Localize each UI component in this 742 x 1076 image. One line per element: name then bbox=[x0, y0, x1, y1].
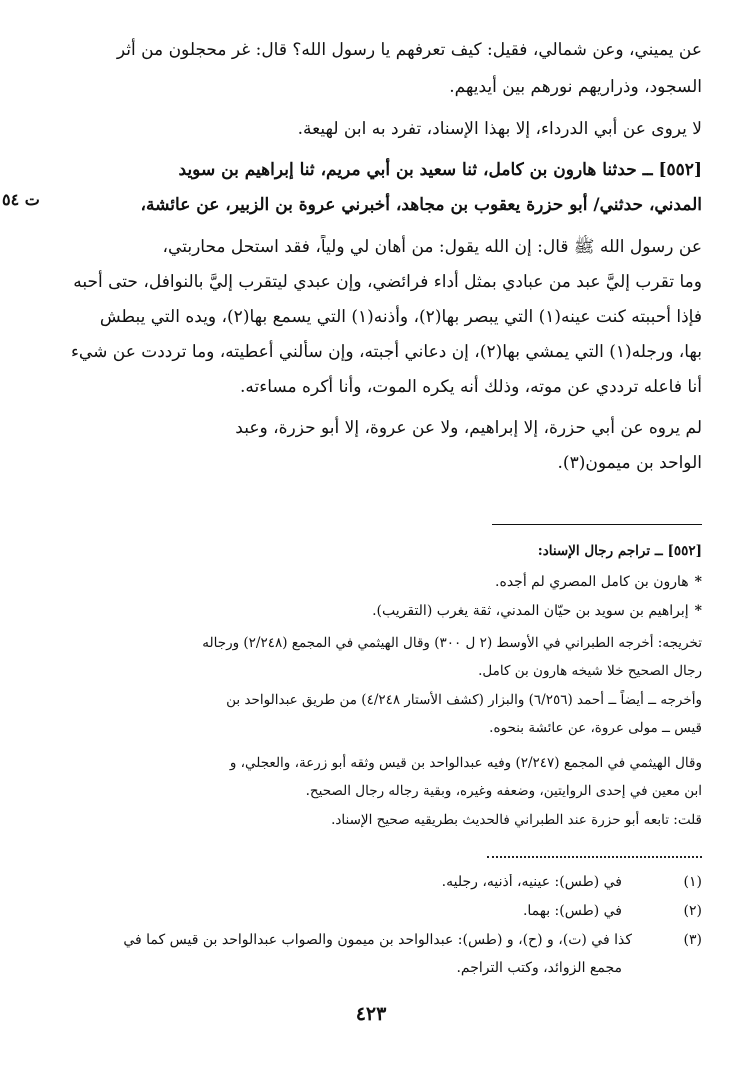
footnote-divider bbox=[492, 524, 702, 525]
bullet-text: هارون بن كامل المصري لم أجده. bbox=[495, 574, 689, 590]
bullet-icon: * bbox=[694, 574, 702, 590]
main-text-line: لا يروى عن أبي الدرداء، إلا بهذا الإسناد، تفرد به ابن لهيعة. bbox=[297, 119, 702, 139]
narrator-bullet bbox=[37, 601, 702, 621]
variants-divider bbox=[487, 856, 702, 858]
bullet-text: إبراهيم بن سويد بن حيّان المدني، ثقة يغرب (التقريب). bbox=[372, 603, 689, 619]
main-text-line: السجود، وذراريهم نورهم بين أيديهم. bbox=[449, 77, 702, 97]
bullet-icon: * bbox=[694, 603, 702, 619]
variant-number: (٢) bbox=[683, 903, 702, 919]
hadith-text-line: بها، ورجله(١) التي يمشي بها(٢)، إن دعاني أجبته، وإن سألني أعطيته، وما ترددت عن شيء bbox=[70, 342, 702, 362]
takhrij-line: وقال الهيثمي في المجمع (٢/٢٤٧) وفيه عبدالواحد بن قيس وثقه أبو زرعة، والعجلي، و bbox=[229, 755, 702, 771]
main-text-line: لم يروه عن أبي حزرة، إلا إبراهيم، ولا عن عروة، إلا أبو حزرة، وعبد bbox=[235, 418, 702, 438]
takhrij-line: تخريجه: أخرجه الطبراني في الأوسط (٢ ل ٣٠٠) وقال الهيثمي في المجمع (٢/٢٤٨) ورجاله bbox=[202, 635, 702, 651]
hadith-isnad-line: [٥٥٢] ــ حدثنا هارون بن كامل، ثنا سعيد بن أبي مريم، ثنا إبراهيم بن سويد bbox=[178, 160, 702, 180]
takhrij-line: رجال الصحيح خلا شيخه هارون بن كامل. bbox=[478, 663, 702, 679]
hadith-text-line: فإذا أحببته كنت عينه(١) التي يبصر بها(٢)، وأذنه(١) التي يسمع بها(٢)، ويده التي يبطش bbox=[99, 307, 702, 327]
main-text-line: عن يميني، وعن شمالي، فقيل: كيف تعرفهم يا رسول الله؟ قال: غر محجلون من أثر bbox=[116, 40, 702, 60]
variant-text-continued: مجمع الزوائد، وكتب التراجم. bbox=[456, 960, 622, 976]
variant-text: في (طس): بهما. bbox=[522, 903, 622, 919]
main-text-line: الواحد بن ميمون(٣). bbox=[557, 453, 702, 473]
hadith-text-line: عن رسول الله ﷺ قال: إن الله يقول: من أهان لي ولياً، فقد استحل محاربتي، bbox=[162, 237, 702, 257]
hadith-text-line: وما تقرب إليَّ عبد من عبادي بمثل أداء فرائضي، وإن عبدي ليتقرب إليَّ بالنوافل، حتى أحبه bbox=[73, 272, 702, 292]
narrator-bullet bbox=[37, 572, 702, 592]
takhrij-line: وأخرجه ــ أيضاً ــ أحمد (٦/٢٥٦) والبزار (كشف الأستار ٤/٢٤٨) من طريق عبدالواحد بن bbox=[226, 692, 702, 708]
hadith-text-line: أنا فاعله ترددي عن موته، وذلك أنه يكره الموت، وأنا أكره مساءته. bbox=[239, 377, 702, 397]
page-number: ٤٢٣ bbox=[355, 1003, 387, 1025]
variant-number: (١) bbox=[683, 874, 702, 890]
hadith-isnad-line: المدني، حدثني/ أبو حزرة يعقوب بن مجاهد، أخبرني عروة بن الزبير، عن عائشة، bbox=[140, 195, 702, 215]
takhrij-line: ابن معين في إحدى الروايتين، وضعفه وغيره، وبقية رجاله رجال الصحيح. bbox=[305, 783, 702, 799]
variant-number: (٣) bbox=[683, 932, 702, 948]
variant-text: في (طس): عينيه، أذنيه، رجليه. bbox=[441, 874, 622, 890]
takhrij-line: قيس ــ مولى عروة، عن عائشة بنحوه. bbox=[489, 720, 702, 736]
footnote-heading: [٥٥٢] ــ تراجم رجال الإسناد: bbox=[537, 543, 702, 559]
takhrij-line: قلت: تابعه أبو حزرة عند الطبراني فالحديث بطريقيه صحيح الإسناد. bbox=[331, 812, 702, 828]
margin-reference: ت ٥٤ bbox=[2, 190, 40, 209]
variant-text: كذا في (ت)، و (ح)، و (طس): عبدالواحد بن ميمون والصواب عبدالواحد بن قيس كما في bbox=[123, 932, 632, 948]
